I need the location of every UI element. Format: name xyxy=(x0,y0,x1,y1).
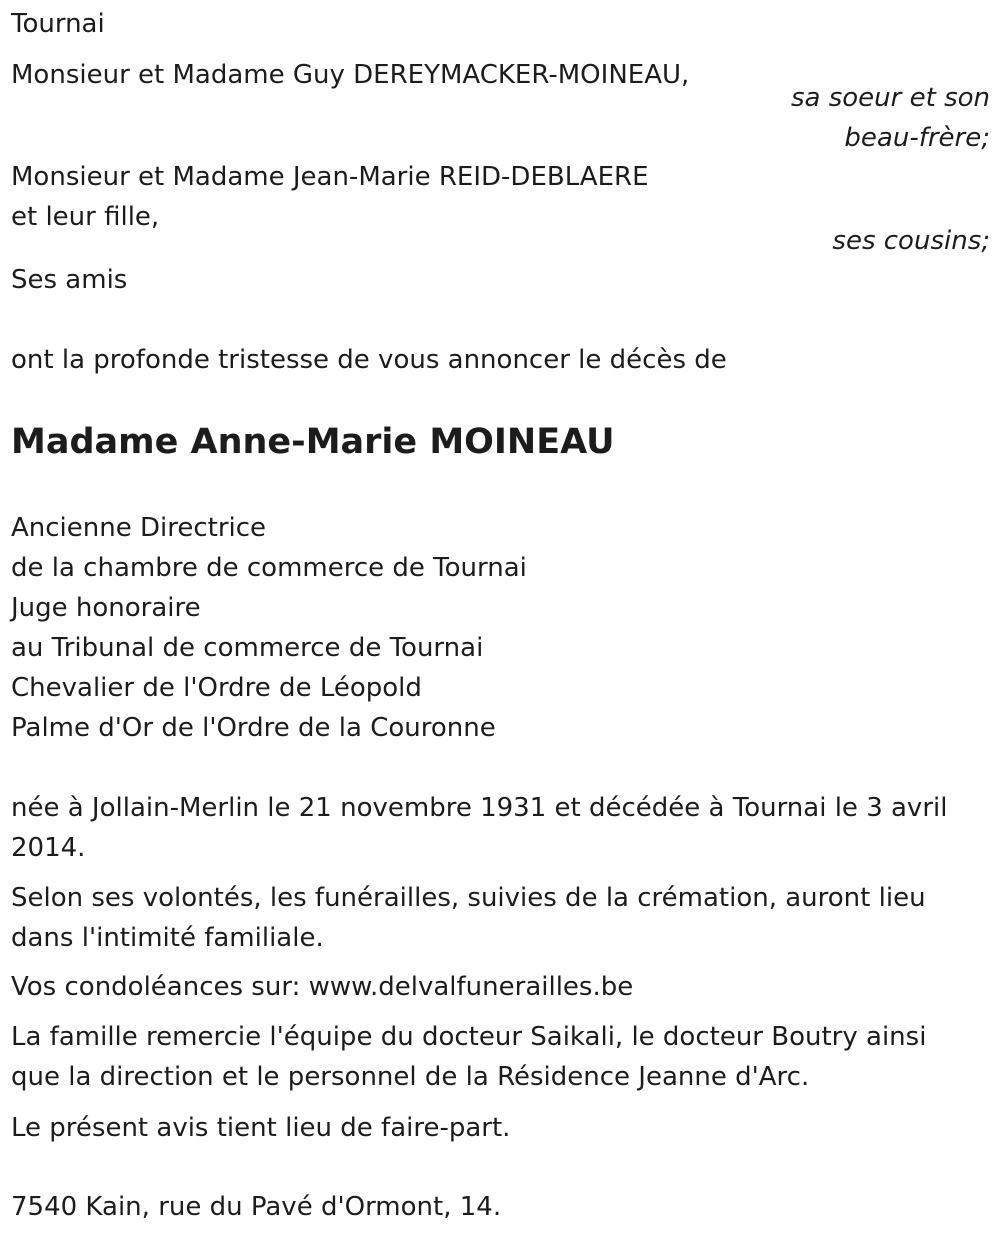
title-line-1: Ancienne Directrice xyxy=(11,513,267,543)
family-line-1-relation-1: sa soeur et son xyxy=(790,83,990,113)
thanks-paragraph: La famille remercie l'équipe du docteur Saikali, le docteur Boutry ainsi que la direction et le personnel de la Résidence Jeanne d'Arc. xyxy=(11,1022,927,1092)
funeral-paragraph: Selon ses volontés, les funérailles, suivies de la crémation, auront lieu dans l'intimité familiale. xyxy=(11,883,926,953)
city-heading: Tournai xyxy=(11,9,105,39)
title-line-6: Palme d'Or de l'Ordre de la Couronne xyxy=(11,713,496,743)
notice-line: Le présent avis tient lieu de faire-part. xyxy=(11,1113,511,1143)
family-line-1-relation-2: beau-frère; xyxy=(844,123,990,153)
deceased-name: Madame Anne-Marie MOINEAU xyxy=(11,422,615,462)
birth-death-paragraph: née à Jollain-Merlin le 21 novembre 1931 et décédée à Tournai le 3 avril 2014. xyxy=(11,793,948,863)
address-line: 7540 Kain, rue du Pavé d'Ormont, 14. xyxy=(11,1192,502,1222)
family-line-2-name-cont: et leur fille, xyxy=(11,202,160,232)
title-line-3: Juge honoraire xyxy=(11,593,201,623)
announcement-line: ont la profonde tristesse de vous annoncer le décès de xyxy=(11,345,727,375)
title-line-5: Chevalier de l'Ordre de Léopold xyxy=(11,673,422,703)
condolences-line: Vos condoléances sur: www.delvalfunerailles.be xyxy=(11,972,634,1002)
title-line-4: au Tribunal de commerce de Tournai xyxy=(11,633,484,663)
friends-line: Ses amis xyxy=(11,265,128,295)
family-line-1-name: Monsieur et Madame Guy DEREYMACKER-MOINEAU, xyxy=(11,60,690,90)
title-line-2: de la chambre de commerce de Tournai xyxy=(11,553,527,583)
family-line-2-relation: ses cousins; xyxy=(832,226,990,256)
family-line-2-name: Monsieur et Madame Jean-Marie REID-DEBLAERE xyxy=(11,162,649,192)
